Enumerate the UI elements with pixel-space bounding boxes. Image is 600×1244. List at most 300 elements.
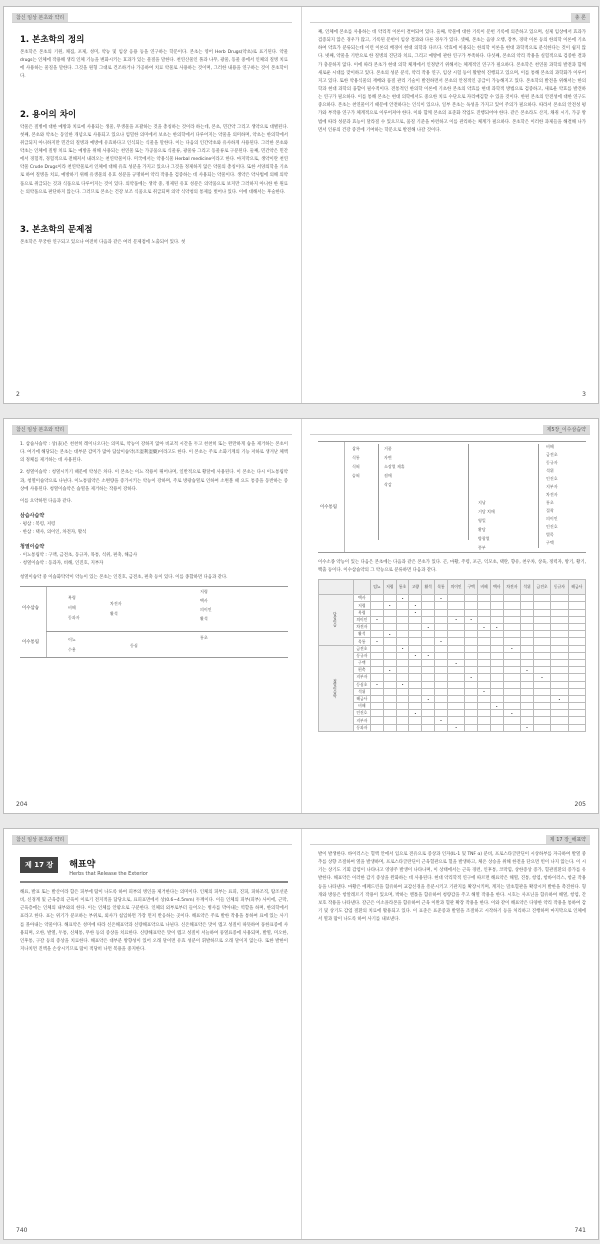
table-cell: [447, 645, 464, 652]
table-cell: •: [503, 645, 520, 652]
running-header: [310, 13, 590, 23]
table-row-label: 지부자: [353, 674, 370, 681]
table-cell: [422, 667, 435, 674]
chapter-rule: [20, 881, 288, 883]
table-cell: [478, 703, 491, 710]
table-cell: [521, 652, 534, 659]
table-cell: [521, 703, 534, 710]
table-row: [319, 667, 586, 674]
table-cell: [503, 688, 520, 695]
diagram-item: 차전자: [546, 492, 558, 497]
table-cell: [447, 710, 464, 717]
table-cell: [447, 717, 464, 724]
table-cell: [551, 595, 568, 602]
table-cell: [551, 602, 568, 609]
table-cell: [447, 652, 464, 659]
body-text: 이수소종 약능이 있는 다음은 본초에는 다음과 같은 본초가 있다. 곤, 마황, 주령, 포근, 익모초, 택란, 향유, 천우차, 상육, 정력자, 방기, 황기, 백출 등이다. 이수삼습약의 그 약능으로 분류하면 다음과 같다.: [318, 560, 586, 574]
table-cell: •: [465, 674, 478, 681]
table-cell: [521, 624, 534, 631]
table-cell: [409, 624, 422, 631]
page-number: 3: [582, 391, 586, 398]
diagram-item: 복령: [68, 594, 76, 600]
diagram-item: 식통: [352, 455, 360, 460]
running-header: [12, 13, 292, 23]
table-cell: [465, 638, 478, 645]
table-cell: [521, 609, 534, 616]
section-body-problems: 본초학은 무궁한 연구되고 있으나 여전히 다음과 같은 여러 문제점에 노출되어 있다. 첫: [20, 239, 186, 245]
table-cell: [533, 652, 550, 659]
page-740: [4, 829, 300, 1239]
table-cell: [396, 717, 409, 724]
table-cell: •: [447, 659, 464, 666]
table-cell: [465, 602, 478, 609]
diagram-item: 지낭: [478, 500, 486, 505]
table-cell: [396, 674, 409, 681]
table-cell: [371, 688, 384, 695]
page-content: [20, 441, 288, 797]
table-cell: [383, 652, 396, 659]
table-cell: [551, 681, 568, 688]
diagram-item: 식혀: [352, 464, 360, 469]
table-cell: [409, 638, 422, 645]
table-cell: [435, 616, 448, 623]
table-cell: [551, 609, 568, 616]
table-cell: •: [371, 681, 384, 688]
table-cell: [383, 674, 396, 681]
table-cell: [551, 652, 568, 659]
table-cell: [435, 652, 448, 659]
table-cell: •: [383, 602, 396, 609]
table-row: [319, 710, 586, 717]
table-cell: [568, 710, 585, 717]
running-header: [12, 425, 292, 435]
table-cell: [478, 710, 491, 717]
table-cell: [478, 717, 491, 724]
table-row: [319, 609, 586, 616]
table-cell: •: [371, 638, 384, 645]
table-cell: [503, 616, 520, 623]
table-cell: [490, 710, 503, 717]
table-cell: [478, 645, 491, 652]
table-cell: [568, 681, 585, 688]
table-cell: [533, 616, 550, 623]
table-cell: [422, 710, 435, 717]
table-cell: [503, 695, 520, 702]
table-cell: [521, 645, 534, 652]
diagram-item: 자변: [384, 455, 392, 460]
page-741: [301, 829, 598, 1239]
table-cell: •: [551, 695, 568, 702]
table-cell: [422, 717, 435, 724]
table-header-cell: 구맥: [465, 580, 478, 595]
table-cell: [503, 674, 520, 681]
table-cell: [533, 609, 550, 616]
table-cell: [503, 602, 520, 609]
table-row: [319, 674, 586, 681]
table-cell: •: [383, 631, 396, 638]
table-cell: [568, 645, 585, 652]
table-cell: [383, 695, 396, 702]
header-tab: 참신 임상 본초와 약리: [12, 835, 68, 844]
table-cell: [409, 595, 422, 602]
table-cell: [447, 688, 464, 695]
table-cell: •: [409, 710, 422, 717]
table-cell: [435, 674, 448, 681]
page-number: 2: [16, 391, 20, 398]
table-cell: [490, 717, 503, 724]
table-cell: [521, 595, 534, 602]
table-cell: [383, 645, 396, 652]
table-cell: [533, 645, 550, 652]
spread-pages-204-205: [3, 418, 599, 814]
table-cell: [568, 652, 585, 659]
table-cell: [521, 631, 534, 638]
table-cell: [383, 710, 396, 717]
table-cell: [568, 717, 585, 724]
table-cell: [568, 695, 585, 702]
table-cell: [409, 724, 422, 731]
table-row-label: 지부자: [353, 717, 370, 724]
table-cell: [447, 674, 464, 681]
section-title-definition: 1. 본초학의 정의: [20, 35, 85, 45]
table-cell: [383, 595, 396, 602]
diagram-group-label: 이수통림: [320, 505, 337, 510]
table-cell: [521, 674, 534, 681]
table-cell: [503, 659, 520, 666]
table-cell: [383, 717, 396, 724]
table-cell: [478, 681, 491, 688]
page-content: [20, 851, 288, 1223]
table-cell: [371, 645, 384, 652]
table-cell: [551, 724, 568, 731]
table-cell: •: [396, 681, 409, 688]
diagram-item: 삭감: [384, 482, 392, 487]
table-cell: [435, 667, 448, 674]
table-cell: •: [422, 695, 435, 702]
table-cell: [422, 703, 435, 710]
diagram-item: 풍부: [478, 545, 486, 550]
table-cell: [371, 667, 384, 674]
table-cell: [422, 631, 435, 638]
table-cell: [371, 624, 384, 631]
section-body-terminology: 약물은 질병에 대한 예방과 치료에 사용되는 생물, 무생물을 포괄하는 것을 총칭하는 것이라 하는데, 본초, 민간약 그리고 생약으로 대별된다. 첫째, 본초와 약초는 동일한 개념으로 사용되고 있으나 엄밀한 의미에서 보초는 한의학에서 다루어지는 약물을 의미하며, 약초는 한의학에서 취급되지 아니하지만 민간의 질병과 예방에 유효하다고 인식되는 식물을 말한다. 이는 다음의 인간약초와 유사하게 사용된다. 그러한 본초와 약초는 인체에 질병 치료 또는 예방을 위해 사용되는 천연물 또는 가공품으로 식물류, 광물류 그리고 동물류로 구분된다. 둘째, 민간약은 민간에서 경험적, 경험적으로 전해져서 내려오는 천연약물이다. 미국에서는 약용식물 Herbal medicine이라고 한다. 마지막으로, 생약이란 천연 약물 Crude Drugs이라 천연약물로서 인체에 대해 유효 성분을 가지고 있으나 그것을 정제하지 않은 약물의 총칭이다. 또한 서양의학을 기초로 하여 질병을 치료, 예방하기 위해 유생물의 유효 성분을 규명하여 약리 작용을 검증하는 데 사용되는 약물이다. 생약은 약사법에 의해 의약품으로 취급되는 것과 식품으로 다루어지는 것이 있다. 의약품에는 생약 중, 정제된 유효 성분은 의약품으로 보지만 그러하지 아니한 한 원료는 의약품으로 판단하지 않는다. 그러므로 본초는 건강 보조 식품으로 취급되며 의약 식약청의 통제를 벗어나 있다. 이에 대해서는 후술한다.: [20, 124, 288, 195]
herb-classification-table: [318, 579, 586, 732]
table-cell: [568, 724, 585, 731]
table-cell: [447, 631, 464, 638]
table-cell: [533, 703, 550, 710]
table-header-cell: 통초: [396, 580, 409, 595]
table-row: [319, 616, 586, 623]
table-cell: •: [503, 710, 520, 717]
table-cell: [490, 724, 503, 731]
diagram-item: 거담 치매: [478, 509, 495, 514]
table-cell: [490, 659, 503, 666]
table-cell: [435, 631, 448, 638]
table-cell: [465, 645, 478, 652]
table-cell: [551, 616, 568, 623]
table-cell: [521, 710, 534, 717]
table-header-cell: [353, 580, 370, 595]
table-cell: •: [383, 667, 396, 674]
diagram-item: 습혀: [352, 473, 360, 478]
table-row-label: 등심초: [353, 681, 370, 688]
diagram-item: 동규자: [546, 460, 558, 465]
header-tab: 제 17 장_해표약: [546, 835, 590, 844]
table-cell: [435, 710, 448, 717]
table-cell: [371, 602, 384, 609]
table-cell: •: [447, 724, 464, 731]
table-cell: [533, 710, 550, 717]
table-cell: [533, 688, 550, 695]
table-cell: [383, 638, 396, 645]
table-cell: [521, 695, 534, 702]
table-cell: [383, 624, 396, 631]
table-cell: [422, 681, 435, 688]
table-cell: [396, 659, 409, 666]
table-header-cell: 석위: [521, 580, 534, 595]
table-cell: [465, 659, 478, 666]
table-cell: [521, 638, 534, 645]
table-cell: [503, 609, 520, 616]
table-cell: [447, 624, 464, 631]
table-cell: [503, 681, 520, 688]
page-204: [4, 419, 300, 813]
table-cell: [533, 602, 550, 609]
table-cell: [447, 595, 464, 602]
table-cell: [503, 703, 520, 710]
table-cell: [478, 616, 491, 623]
table-cell: [396, 688, 409, 695]
table-cell: [503, 624, 520, 631]
table-row: [319, 724, 586, 731]
table-cell: [435, 703, 448, 710]
table-cell: [551, 703, 568, 710]
table-cell: [409, 674, 422, 681]
table-row: [319, 659, 586, 666]
diagram-item: 차전자: [110, 600, 122, 606]
table-row-label: 목통: [353, 638, 370, 645]
table-cell: [447, 609, 464, 616]
table-cell: •: [447, 616, 464, 623]
table-cell: [435, 659, 448, 666]
diagram-item: 영일: [478, 518, 486, 523]
diagram-item: 석위: [546, 468, 554, 473]
table-cell: [422, 659, 435, 666]
table-cell: [396, 667, 409, 674]
table-cell: [533, 659, 550, 666]
table-header-cell: 차전자: [503, 580, 520, 595]
table-cell: [533, 631, 550, 638]
table-cell: [422, 688, 435, 695]
table-cell: [435, 609, 448, 616]
table-cell: •: [409, 602, 422, 609]
table-cell: [503, 717, 520, 724]
diagram-item: 구맥: [546, 540, 554, 545]
table-cell: [371, 631, 384, 638]
body-text: 해표, 발표 또는 발산이라 함은 피부에 땀이 나도록 하여 피부의 병인을 제거한다는 의미이다. 인체의 피부는 표피, 진피, 피하조직, 땀조선분비, 신경계 및 근육층의 근육이 이로기 전지적을 담당으로, 표피표면에서 상(0.6~4.5mm) 두께이다. 이들 인체의 피부(피부) 사이에, 근막, 근육층에는 인체의 내부와의 한다. 이는 인체를 안팎으로 구분한다. 인체의 외부로부터 들어오는 병사를 막아내는 역할을 하며, 한의학에서 표라고 한다. 표는 위기가 분포하는 부위로, 외사가 침입하면 가장 먼저 반응하는 곳이다. 해표약은 주로 발한 작용을 통하여 표에 있는 사기를 몰아내는 약물이다. 해표약은 성미에 따라 신온해표약과 신량해표약으로 나뉜다. 신온해표약은 맛이 맵고 성질이 따뜻하여 풍한표증에 사용되며, 오한, 발열, 두통, 신체통, 무한 등의 증상을 치료한다. 신량해표약은 맛이 맵고 성질이 서늘하여 풍열표증에 사용되며, 발열, 미오한, 인후통, 구갈 등의 증상을 치료한다. 해표약은 대부분 방향성이 있어 오래 달이면 유효 성분이 휘발하므로 오래 달이지 않는다. 또한 발한이 지나치면 진액을 손상시키므로 땀이 적당히 나면 복용을 중지한다.: [20, 890, 288, 952]
table-cell: [422, 595, 435, 602]
table-cell: [568, 595, 585, 602]
diagram-item: 저령: [200, 588, 208, 594]
table-cell: [551, 667, 568, 674]
table-row: [319, 602, 586, 609]
table-cell: [396, 624, 409, 631]
table-cell: [521, 659, 534, 666]
table-cell: [371, 674, 384, 681]
table-cell: [490, 681, 503, 688]
section-body-definition: 본초학은 본초의 기원, 채집, 포제, 성미, 약능 및 임상 응용 등을 연구하는 학문이다. 본초는 영어 Herb Drugs(약초)로 표기된다. 약물drugs는 인체에 작용해 생리 인체 기능을 변화시키는 효과가 있는 물질을 말한다. 천연산물인 풀과 나무, 광물, 동물 중에서 인체의 질병 치료에 사용하는 물질을 말한다. 그것을 원형 그대로 건조하거나 가공하여 치료 약물로 사용하는 것이며, 그러한 내용을 연구하는 것이 본초학이다.: [20, 50, 288, 80]
table-cell: [551, 674, 568, 681]
table-cell: •: [478, 688, 491, 695]
diagram-item: 인진호: [546, 476, 558, 481]
table-cell: [568, 624, 585, 631]
diagram-item: 동과자: [68, 614, 80, 620]
table-cell: •: [435, 595, 448, 602]
list-item: 1. 삼습사습약 : 상(表)은 천천히 레이니오다는 의미로, 약능이 강하지 않아 비교적 시간을 두고 천천히 또는 완만하게 습을 제거하는 본초이다. 여기에 해당되는 본초는 대부분 감미가 많아 담삼이습약(조湿利湿藥)이라고도 한다. 이 본초는 주로 소화기계의 기능 저하로 생겨난 체액의 정체를 제거하는 데 사용된다.: [20, 442, 288, 464]
diagram-item: 의이인: [200, 606, 212, 612]
table-cell: [478, 659, 491, 666]
table-row: [319, 717, 586, 724]
table-cell: [465, 688, 478, 695]
table-cell: [465, 631, 478, 638]
table-cell: [383, 688, 396, 695]
table-cell: [396, 652, 409, 659]
table-cell: [490, 638, 503, 645]
diagram-item: 황담: [478, 527, 486, 532]
table-row: [319, 645, 586, 652]
table-cell: [490, 652, 503, 659]
table-cell: [422, 616, 435, 623]
table-cell: [383, 616, 396, 623]
table-cell: [409, 667, 422, 674]
page-205: [301, 419, 598, 813]
diagram-item: 점매: [384, 473, 392, 478]
page-number: 741: [574, 1227, 586, 1234]
table-cell: [465, 695, 478, 702]
table-cell: [478, 674, 491, 681]
running-header: [310, 425, 590, 435]
table-cell: [396, 724, 409, 731]
table-row: [319, 681, 586, 688]
group-line: · 이뇨통림약 : 구맥, 금전초, 동규자, 목통, 석위, 편축, 해금사: [20, 552, 138, 558]
table-cell: [371, 703, 384, 710]
diagram-item: 비해: [68, 604, 76, 610]
summary-note: 이를 요약하면 다음과 같다.: [20, 498, 73, 504]
group-line: · 청열이습약 : 동과자, 비해, 인진호, 지부자: [20, 560, 104, 566]
table-cell: [478, 724, 491, 731]
table-cell: [383, 609, 396, 616]
table-cell: [490, 688, 503, 695]
group-line: · 한삼 : 택사, 의이인, 차전자, 활석: [20, 529, 87, 535]
table-row-label: 구맥: [353, 659, 370, 666]
table-cell: [396, 609, 409, 616]
table-cell: [503, 595, 520, 602]
table-header-cell: 활석: [422, 580, 435, 595]
table-cell: [478, 602, 491, 609]
table-cell: [447, 695, 464, 702]
table-cell: [465, 595, 478, 602]
running-header: [310, 835, 590, 845]
table-group-cell: 담삼이습: [319, 595, 354, 645]
table-cell: [551, 645, 568, 652]
table-cell: [533, 681, 550, 688]
diagram-item: 활석: [110, 610, 118, 616]
diagram-item: 활석: [200, 615, 208, 621]
table-cell: [383, 659, 396, 666]
table-cell: [533, 695, 550, 702]
table-cell: [568, 609, 585, 616]
table-cell: [533, 624, 550, 631]
table-cell: [521, 681, 534, 688]
diagram-group-column: [20, 587, 47, 657]
diagram-item: 비해: [546, 444, 554, 449]
table-cell: [478, 631, 491, 638]
table-cell: [568, 602, 585, 609]
diagram-item: 금전초: [546, 452, 558, 457]
table-cell: [490, 616, 503, 623]
table-cell: [465, 710, 478, 717]
table-cell: [533, 595, 550, 602]
table-cell: [447, 638, 464, 645]
table-row-label: 편축: [353, 667, 370, 674]
table-cell: [568, 616, 585, 623]
table-cell: [490, 609, 503, 616]
table-cell: •: [409, 609, 422, 616]
spread-pages-740-741: [3, 828, 599, 1240]
table-cell: [503, 652, 520, 659]
table-cell: [533, 638, 550, 645]
table-group-cell: 청열이습약: [319, 645, 354, 731]
table-cell: [551, 624, 568, 631]
page-content: [318, 441, 586, 797]
table-cell: •: [521, 667, 534, 674]
diagram-group-label: 이수통림: [22, 639, 39, 645]
table-cell: [435, 688, 448, 695]
table-header-cell: 고량: [409, 580, 422, 595]
table-cell: [422, 609, 435, 616]
table-cell: [422, 674, 435, 681]
table-cell: [383, 681, 396, 688]
table-cell: [371, 609, 384, 616]
table-cell: [409, 695, 422, 702]
group-line: · 평삼 : 복령, 저령: [20, 521, 56, 527]
table-row-label: 동규자: [353, 652, 370, 659]
table-header-cell: 저령: [383, 580, 396, 595]
table-cell: •: [465, 616, 478, 623]
table-cell: [551, 688, 568, 695]
table-cell: [371, 595, 384, 602]
table-cell: [551, 717, 568, 724]
table-cell: [521, 717, 534, 724]
diagram-item: 이뇨: [68, 636, 76, 642]
table-cell: [447, 703, 464, 710]
group-title: 삼습사습약: [20, 512, 45, 519]
diagram-item: 통초: [546, 500, 554, 505]
table-cell: •: [435, 717, 448, 724]
table-cell: [435, 724, 448, 731]
page-2: [4, 7, 300, 403]
table-header-cell: 임뇨: [371, 580, 384, 595]
table-row: [319, 703, 586, 710]
table-cell: •: [533, 674, 550, 681]
table-row-label: 비해: [353, 703, 370, 710]
header-tab: 참신 임상 본초와 약리: [12, 425, 68, 434]
table-cell: [409, 703, 422, 710]
table-cell: [490, 631, 503, 638]
table-cell: [533, 667, 550, 674]
table-cell: [521, 688, 534, 695]
page-3: [301, 7, 598, 403]
